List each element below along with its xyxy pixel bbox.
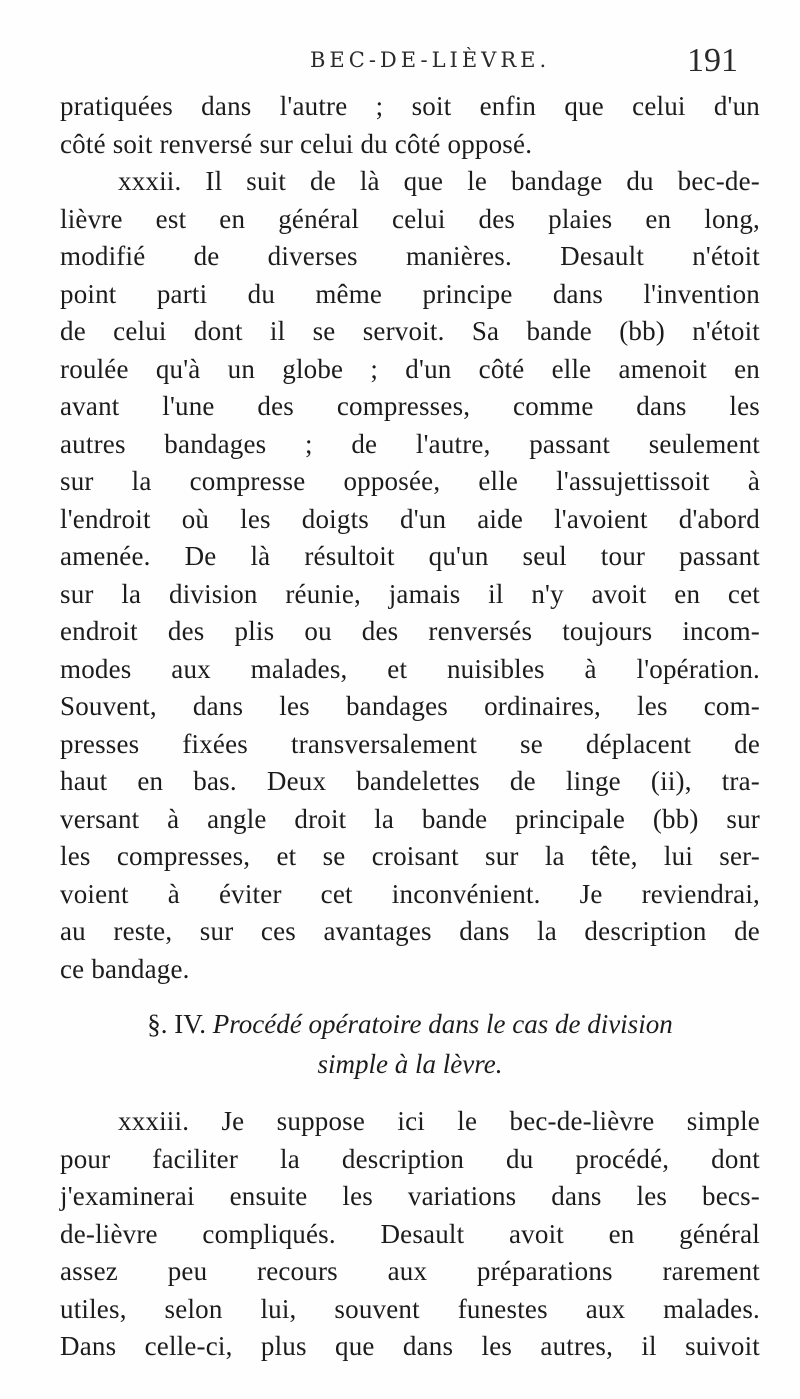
section-heading-line-1 (60, 1005, 760, 1043)
running-head (0, 40, 800, 88)
text-line: amenée. De là résultoit qu'un seul tour passant (60, 541, 760, 571)
text-line: côté soit renversé sur celui du côté opposé. (60, 128, 533, 159)
text-line: Dans celle-ci, plus que dans les autres, il suivoit (60, 1331, 760, 1361)
text-line: versant à angle droit la bande principale (bb) sur (60, 803, 760, 834)
text-line: pour faciliter la description du procédé, dont (60, 1143, 760, 1174)
text-line: voient à éviter cet inconvénient. Je reviendrai, (60, 878, 760, 909)
text-line: assez peu recours aux préparations rarement (60, 1256, 760, 1286)
text-line: de-lièvre compliqués. Desault avoit en général (60, 1218, 760, 1249)
text-line: xxxii. Il suit de là que le bandage du bec-de- (118, 166, 760, 196)
section-mark: §. IV. (147, 1009, 207, 1039)
text-line: lièvre est en général celui des plaies en long, (60, 203, 760, 234)
text-line: haut en bas. Deux bandelettes de linge (ii), tra- (60, 766, 760, 796)
section-title-part-1: Procédé opératoire dans le cas de division (212, 1009, 673, 1039)
running-head-title: BEC-DE-LIÈVRE. (310, 48, 551, 72)
text-line: j'examinerai ensuite les variations dans les becs- (60, 1181, 760, 1211)
section-heading-line-2: simple à la lèvre. (317, 1049, 503, 1079)
paragraph-1 (60, 88, 760, 988)
text-line: de celui dont il se servoit. Sa bande (bb) n'étoit (60, 316, 760, 346)
paragraph-2 (60, 1103, 760, 1366)
text-line: utiles, selon lui, souvent funestes aux malades. (60, 1293, 760, 1324)
text-line: roulée qu'à un globe ; d'un côté elle amenoit en (60, 353, 760, 384)
text-line: endroit des plis ou des renversés toujours incom- (60, 616, 760, 646)
text-line: modifié de diverses manières. Desault n'étoit (60, 241, 760, 271)
text-line: les compresses, et se croisant sur la tête, lui ser- (60, 841, 760, 871)
text-line: sur la division réunie, jamais il n'y avoit en cet (60, 578, 760, 609)
text-line: presses fixées transversalement se déplacent de (60, 728, 760, 759)
text-line: pratiquées dans l'autre ; soit enfin que celui d'un (60, 91, 760, 121)
text-line: avant l'une des compresses, comme dans les (60, 391, 760, 421)
text-line: sur la compresse opposée, elle l'assujettissoit à (60, 466, 760, 496)
text-line: xxxiii. Je suppose ici le bec-de-lièvre simple (118, 1106, 760, 1136)
text-line: ce bandage. (60, 953, 190, 984)
text-line: autres bandages ; de l'autre, passant seulement (60, 428, 760, 459)
text-line: modes aux malades, et nuisibles à l'opération. (60, 653, 760, 684)
text-line: au reste, sur ces avantages dans la description de (60, 916, 760, 946)
text-line: Souvent, dans les bandages ordinaires, les com- (60, 691, 760, 721)
text-line: point parti du même principe dans l'invention (60, 278, 760, 309)
page-number: 191 (687, 42, 738, 79)
text-line: l'endroit où les doigts d'un aide l'avoient d'abord (60, 503, 760, 534)
